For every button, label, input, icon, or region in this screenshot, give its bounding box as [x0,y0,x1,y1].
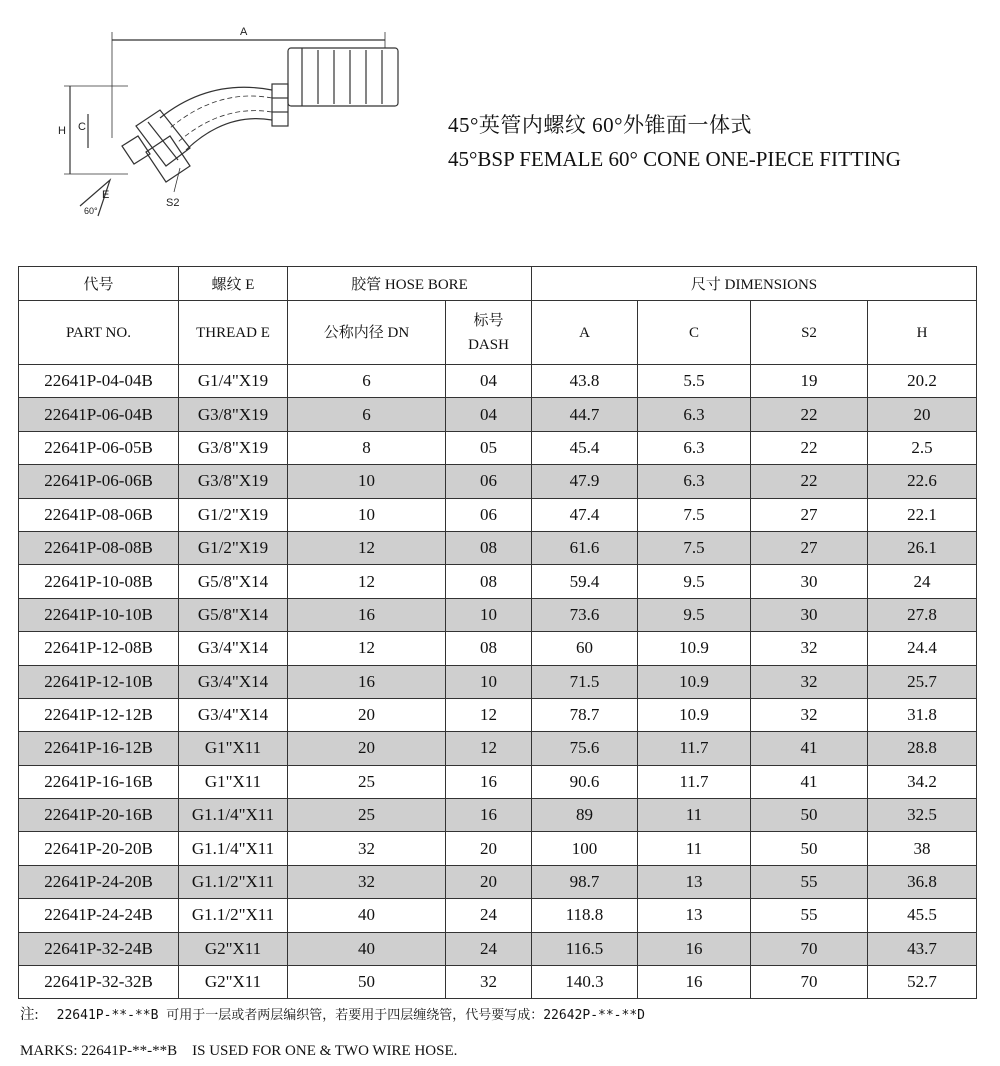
cell-a: 78.7 [532,698,638,731]
note-prefix: 注: [20,1007,39,1023]
header-a: A [532,301,638,365]
cell-dn: 20 [288,698,446,731]
cell-a: 61.6 [532,531,638,564]
cell-part-no: 22641P-10-10B [19,598,179,631]
cell-dn: 25 [288,799,446,832]
cell-dn: 25 [288,765,446,798]
cell-h: 38 [868,832,977,865]
cell-a: 116.5 [532,932,638,965]
cell-dn: 32 [288,865,446,898]
table-row [19,799,977,832]
cell-part-no: 22641P-32-24B [19,932,179,965]
header-dash-en: DASH [468,336,509,353]
cell-s2: 41 [751,732,868,765]
cell-s2: 22 [751,398,868,431]
header-dash-cn: 标号 [473,312,504,329]
label-angle: 60° [84,206,98,216]
cell-dash: 08 [446,531,532,564]
cell-part-no: 22641P-06-04B [19,398,179,431]
cell-a: 47.9 [532,465,638,498]
cell-h: 45.5 [868,899,977,932]
cell-c: 13 [638,899,751,932]
tube-outer [160,87,272,118]
cell-thread: G1.1/4"X11 [179,799,288,832]
cell-s2: 27 [751,498,868,531]
cell-a: 140.3 [532,966,638,999]
label-s2: S2 [166,197,180,209]
cell-s2: 19 [751,365,868,398]
cell-s2: 32 [751,632,868,665]
header-row-sub [19,301,977,365]
cell-s2: 22 [751,465,868,498]
cell-h: 31.8 [868,698,977,731]
cell-c: 5.5 [638,365,751,398]
cell-dn: 12 [288,565,446,598]
header-row-group [19,267,977,301]
cell-dash: 32 [446,966,532,999]
cell-c: 9.5 [638,598,751,631]
cell-h: 27.8 [868,598,977,631]
cell-part-no: 22641P-20-20B [19,832,179,865]
cell-s2: 30 [751,565,868,598]
table-row [19,899,977,932]
header-dn: 公称内径 DN [288,301,446,365]
cell-thread: G5/8"X14 [179,598,288,631]
table-row [19,531,977,564]
cone-seat [122,136,150,164]
header-code-cn: 代号 [19,267,179,301]
table-row [19,765,977,798]
notes [20,1004,645,1062]
cell-dash: 20 [446,865,532,898]
cell-h: 25.7 [868,665,977,698]
cell-a: 59.4 [532,565,638,598]
cell-dn: 10 [288,465,446,498]
cell-thread: G1"X11 [179,732,288,765]
cell-part-no: 22641P-04-04B [19,365,179,398]
header-h: H [868,301,977,365]
cell-c: 16 [638,966,751,999]
cell-dash: 16 [446,765,532,798]
label-h: H [58,125,66,137]
table-row [19,498,977,531]
cell-dash: 08 [446,565,532,598]
cell-dash: 08 [446,632,532,665]
header-part-no: PART NO. [19,301,179,365]
cell-part-no: 22641P-24-20B [19,865,179,898]
cell-dash: 24 [446,899,532,932]
cell-c: 6.3 [638,465,751,498]
cell-dn: 8 [288,431,446,464]
cell-h: 22.1 [868,498,977,531]
spec-table [18,266,977,999]
cell-thread: G1"X11 [179,765,288,798]
cell-s2: 22 [751,431,868,464]
table-row [19,698,977,731]
cell-a: 89 [532,799,638,832]
cell-part-no: 22641P-16-12B [19,732,179,765]
cell-thread: G3/8"X19 [179,398,288,431]
cell-a: 118.8 [532,899,638,932]
cell-a: 45.4 [532,431,638,464]
cell-thread: G1/2"X19 [179,498,288,531]
cell-h: 34.2 [868,765,977,798]
cell-dn: 10 [288,498,446,531]
table-row [19,365,977,398]
table-row [19,732,977,765]
label-e: E [102,189,110,201]
cell-dn: 12 [288,632,446,665]
cell-s2: 32 [751,698,868,731]
header-dimensions: 尺寸 DIMENSIONS [532,267,977,301]
title-english: 45°BSP FEMALE 60° CONE ONE-PIECE FITTING [448,147,901,171]
cell-h: 2.5 [868,431,977,464]
cell-h: 28.8 [868,732,977,765]
cell-a: 43.8 [532,365,638,398]
cell-s2: 70 [751,966,868,999]
cell-part-no: 22641P-20-16B [19,799,179,832]
cell-s2: 70 [751,932,868,965]
cell-dn: 40 [288,932,446,965]
cell-s2: 55 [751,865,868,898]
cell-thread: G3/4"X14 [179,632,288,665]
cell-h: 52.7 [868,966,977,999]
cell-dash: 04 [446,398,532,431]
cell-h: 24 [868,565,977,598]
cell-s2: 41 [751,765,868,798]
cell-dn: 20 [288,732,446,765]
cell-c: 7.5 [638,498,751,531]
header-dash [446,301,532,365]
cell-thread: G2"X11 [179,932,288,965]
cell-dash: 04 [446,365,532,398]
cell-dn: 16 [288,598,446,631]
header-s2: S2 [751,301,868,365]
cell-part-no: 22641P-12-10B [19,665,179,698]
cell-thread: G3/8"X19 [179,465,288,498]
cell-dash: 24 [446,932,532,965]
cell-a: 90.6 [532,765,638,798]
cell-part-no: 22641P-08-06B [19,498,179,531]
cell-a: 75.6 [532,732,638,765]
cell-thread: G3/8"X19 [179,431,288,464]
cell-part-no: 22641P-16-16B [19,765,179,798]
header-hose-bore: 胶管 HOSE BORE [288,267,532,301]
table-row [19,632,977,665]
cell-c: 6.3 [638,431,751,464]
cell-thread: G1.1/2"X11 [179,899,288,932]
cell-a: 98.7 [532,865,638,898]
cell-dash: 20 [446,832,532,865]
table-row [19,465,977,498]
cell-thread: G1.1/4"X11 [179,832,288,865]
cell-c: 11.7 [638,765,751,798]
fitting-drawing [40,18,440,228]
cell-a: 60 [532,632,638,665]
cell-h: 20 [868,398,977,431]
table-row [19,832,977,865]
cell-c: 9.5 [638,565,751,598]
cell-thread: G3/4"X14 [179,698,288,731]
note-english: MARKS: 22641P-**-**B IS USED FOR ONE & TWO WIRE HOSE. [20,1043,458,1059]
cell-thread: G1.1/2"X11 [179,865,288,898]
cell-dash: 16 [446,799,532,832]
title-block [448,110,901,174]
cell-part-no: 22641P-24-24B [19,899,179,932]
cell-c: 11 [638,832,751,865]
cell-dn: 32 [288,832,446,865]
cell-c: 11.7 [638,732,751,765]
cell-c: 10.9 [638,698,751,731]
cell-s2: 50 [751,832,868,865]
cell-s2: 50 [751,799,868,832]
label-a: A [240,26,248,38]
cell-dash: 12 [446,698,532,731]
cell-c: 7.5 [638,531,751,564]
cell-c: 10.9 [638,632,751,665]
label-c: C [78,121,86,133]
cell-c: 6.3 [638,398,751,431]
table-row [19,932,977,965]
cell-s2: 55 [751,899,868,932]
header-thread: THREAD E [179,301,288,365]
cell-dash: 12 [446,732,532,765]
cell-part-no: 22641P-10-08B [19,565,179,598]
title-chinese: 45°英管内螺纹 60°外锥面一体式 [448,113,753,137]
table-row [19,565,977,598]
cell-dash: 06 [446,498,532,531]
cell-h: 22.6 [868,465,977,498]
cell-thread: G2"X11 [179,966,288,999]
cell-h: 24.4 [868,632,977,665]
cell-dn: 16 [288,665,446,698]
cell-a: 71.5 [532,665,638,698]
header-thread-cn: 螺纹 E [179,267,288,301]
cell-dn: 40 [288,899,446,932]
cell-part-no: 22641P-06-06B [19,465,179,498]
cell-h: 26.1 [868,531,977,564]
cell-h: 36.8 [868,865,977,898]
cell-dn: 50 [288,966,446,999]
cell-thread: G1/2"X19 [179,531,288,564]
cell-dash: 06 [446,465,532,498]
tube-inner [186,119,272,150]
cell-part-no: 22641P-06-05B [19,431,179,464]
cell-a: 100 [532,832,638,865]
cell-s2: 32 [751,665,868,698]
note-chinese [20,1004,645,1026]
table-row [19,966,977,999]
cell-h: 20.2 [868,365,977,398]
table-row [19,431,977,464]
cell-h: 32.5 [868,799,977,832]
cell-dash: 10 [446,665,532,698]
cell-s2: 27 [751,531,868,564]
table-row [19,865,977,898]
cell-c: 11 [638,799,751,832]
cell-dn: 12 [288,531,446,564]
cell-h: 43.7 [868,932,977,965]
cell-thread: G3/4"X14 [179,665,288,698]
cell-thread: G1/4"X19 [179,365,288,398]
table-row [19,598,977,631]
table-row [19,398,977,431]
cell-part-no: 22641P-32-32B [19,966,179,999]
header-c: C [638,301,751,365]
cell-dash: 05 [446,431,532,464]
cell-c: 10.9 [638,665,751,698]
cell-a: 73.6 [532,598,638,631]
cell-c: 16 [638,932,751,965]
cell-dn: 6 [288,365,446,398]
cell-part-no: 22641P-08-08B [19,531,179,564]
cell-a: 47.4 [532,498,638,531]
cell-c: 13 [638,865,751,898]
cell-part-no: 22641P-12-08B [19,632,179,665]
cell-part-no: 22641P-12-12B [19,698,179,731]
note-chinese-text: 22641P-**-**B 可用于一层或者两层编织管，若要用于四层缠绕管，代号要写成：22642P-**-**D [56,1008,645,1023]
cell-s2: 30 [751,598,868,631]
cell-thread: G5/8"X14 [179,565,288,598]
table-row [19,665,977,698]
cell-a: 44.7 [532,398,638,431]
hex-nut [272,84,288,126]
cell-dn: 6 [288,398,446,431]
cell-dash: 10 [446,598,532,631]
